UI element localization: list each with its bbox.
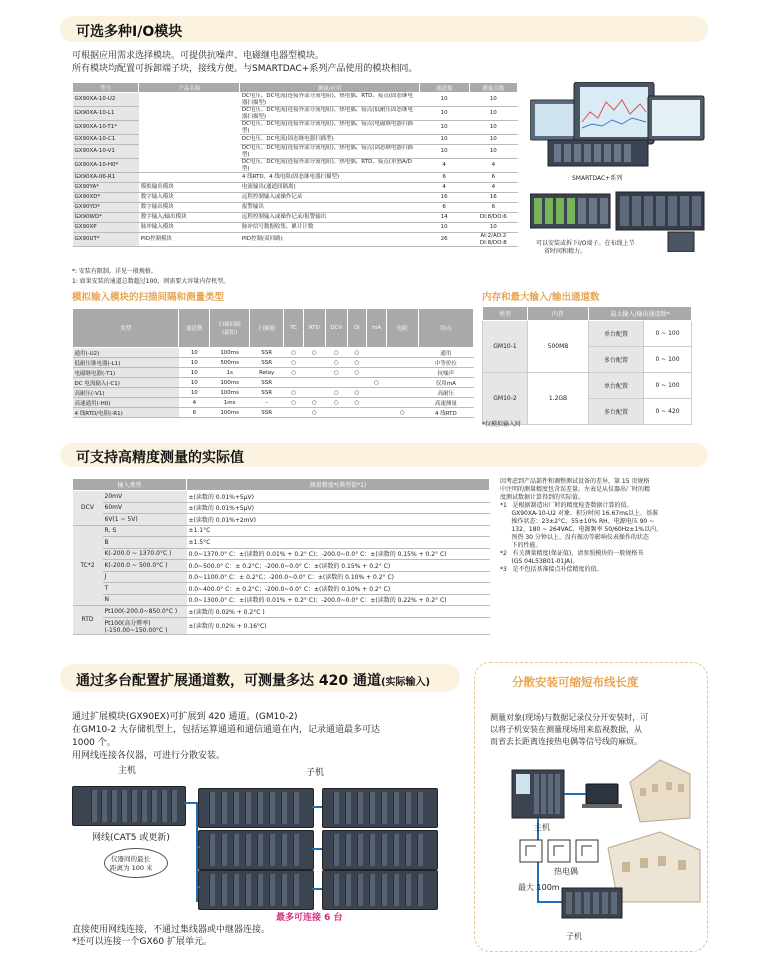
table-cell: DC电压、DC电流(连接外部分流电阻)、热电偶、RTD、接点(固态继电器扫描型) [240,93,419,107]
expansion-text-3: 1000 个。 [72,738,116,748]
terminal-caption-2: 省时间和精力。 [544,248,587,255]
table-cell: 10 [469,223,517,233]
input-range: K(-200.0 ~ 1370.0°C ) [103,548,187,560]
distance-text-2: 距离为 100 米 [110,864,153,872]
table-cell: SSR [250,348,284,358]
expansion-text-2: 在GM10-2 大存储机型上，包括运算通道和通信通道在内，记录通道最多可达 [72,725,381,735]
slave-unit [198,788,314,828]
table-cell: 数字输入/输出模块 [139,213,240,223]
table-cell [139,93,240,173]
table-row [73,358,474,368]
input-range: 6V(1 ~ 5V) [103,514,187,526]
col-header: RTD [303,309,325,348]
table-cell: GX90WD* [73,213,139,223]
table-cell: 4 线RTD [418,408,473,418]
accuracy-value: ±(读数的 0.01%+2mV) [187,514,490,526]
table-cell: DC电压、DC电流(连接外部分流电阻)、热电偶、RTD、接点(单独A/D型) [240,159,419,173]
input-range: Pt100(-200.0~850.0°C ) [103,606,187,618]
type-cell: DC 电流输入(-C1) [73,378,179,388]
note-line: *3 是不包括基准接点补偿精度的值。 [500,566,603,573]
table-cell: 10 [419,145,469,159]
table-cell: ○ [347,398,366,408]
table-cell: DC电压、DC电流(连接外部分流电阻)、热电偶、接点(低耐压固态继电器扫描型) [240,107,419,121]
table-cell: 16 [419,193,469,203]
type-cell: 4 线RTD/电阻(-R1) [73,408,179,418]
type-cell: 高速通用(-H0) [73,398,179,408]
table-cell: ○ [367,378,387,388]
slave-unit [322,870,438,910]
table-cell [347,408,366,418]
product-caption: SMARTDAC+系列 [572,175,623,182]
table-cell: GX90XA-06-R1 [73,173,139,183]
col-header: 类型 [73,309,179,348]
table-row [73,594,490,606]
distributed-title: 分散安装可缩短布线长度 [512,675,639,689]
col-header: 测量/应用 [240,83,419,93]
table-cell [303,368,325,378]
table-cell: 仅用mA [418,378,473,388]
distance-text-1: 仪器间的最长 [111,855,150,863]
table-row [73,408,474,418]
note-line: 因考虑到产品部件和调整测试设备的差异，第 15 页规格 [500,478,650,485]
col-header: 扫描间隔 (最短) [210,309,250,348]
section-title: 可支持高精度测量的实际值 [76,450,244,466]
table-cell: 10 [419,121,469,135]
table-row [73,348,474,358]
col-header: 通道数 [179,309,210,348]
table-cell: 脉冲信号数据收集、累计计数 [240,223,419,233]
thermocouple-label: 热电偶 [554,867,578,876]
col-header: 类型 [483,307,528,321]
config-type: 单台配置 [589,373,644,399]
table-cell: 10 [419,223,469,233]
note-line: 中注明的测量精度包含误差量。左表是从仪器出厂时的精 [500,486,651,493]
table-cell: ○ [325,368,347,378]
input-range: Pt100(高分辨率) (-150.00~150.00°C ) [103,617,187,634]
table-cell: ○ [386,408,418,418]
table-cell: AI:2/AO:2 DI:8/DO:8 [469,233,517,247]
table-cell: SSR [250,378,284,388]
table-cell [367,398,387,408]
table-cell: 10 [419,93,469,107]
memory-model: GM10-2 [483,373,528,425]
type-cell: 高耐压(-V1) [73,388,179,398]
note-line: (GS 04L53B01-01JA)。 [500,558,579,565]
table-row [73,398,474,408]
accuracy-value: ±(读数的 0.02% + 0.2°C ) [187,606,490,618]
table-cell: 报警输出 [240,203,419,213]
scan-table [72,308,474,418]
table-cell: ○ [325,348,347,358]
table-cell: 6 [179,408,210,418]
intro-line-2: 所有模块均配置可拆卸端子块，接线方便。与SMARTDAC+系列产品使用的模块相同。 [72,64,418,74]
table-cell: 数字输入模块 [139,193,240,203]
input-category: DCV [73,491,103,526]
accuracy-value: 0.0~1100.0° C：± 0.2°C；-200.0~0.0° C：±(读数的 0.10% + 0.2° C) [187,571,490,583]
col-header: mA [367,309,387,348]
note-line: 下的性能。 [500,542,542,549]
table-row [73,514,490,526]
table-cell: 脉冲输入模块 [139,223,240,233]
note-line: GX90XA-10-U2 对象、积分时间 16.67ms以上、基准 [500,510,659,517]
table-cell: 100ms [210,388,250,398]
note-line: 操作状态：23±2°C、55±10% RH、电源电压 90 ~ [500,518,655,525]
table-row [73,571,490,583]
table-cell: ○ [303,408,325,418]
table-cell: PID控制模块 [139,233,240,247]
config-channels: 0 ~ 100 [644,347,692,373]
table-cell [303,378,325,388]
note-line: *1 是根据制造出厂时的精度检查数据计算的值。 [500,502,633,509]
table-cell: 100ms [210,348,250,358]
col-header: 测量精度*(典型值*1) [187,479,490,491]
table-cell: 10 [469,107,517,121]
table-cell: 16 [469,193,517,203]
table-cell [303,388,325,398]
table-note-2: 1: 如果安装的通道总数超过100，则需要大容量内存机型。 [72,278,230,285]
table-cell: 500ms [210,358,250,368]
footnote-2: *还可以连接一个GX60 扩展单元。 [72,937,212,947]
table-cell: ○ [347,388,366,398]
col-header: 测量点数 [469,83,517,93]
input-range: B [103,537,187,549]
table-cell: 4 [419,183,469,193]
col-header: 扫描器 [250,309,284,348]
table-cell: 10 [179,378,210,388]
table-cell: GX90XA-10-H0* [73,159,139,173]
table-row [73,203,518,213]
table-cell: 10 [469,93,517,107]
table-cell: ○ [325,358,347,368]
col-header: DCV [325,309,347,348]
accuracy-value: 0.0~1370.0° C：±(读数的 0.01% + 0.2° C)；-200.0~0.0° C：±(读数的 0.15% + 0.2° C) [187,548,490,560]
input-range: 60mV [103,502,187,514]
input-category: RTD [73,606,103,635]
table-cell [284,408,303,418]
slave-label: 子机 [306,768,325,778]
accuracy-value: 0.0~500.0° C：± 0.2°C；-200.0~0.0° C：±(读数的 0.15% + 0.2° C) [187,560,490,572]
table-cell: GX90YD* [73,203,139,213]
table-cell: 4 [419,159,469,173]
table-cell [386,368,418,378]
table-row [73,617,490,634]
table-row [73,606,490,618]
table-cell: GX90XA-10-L1 [73,107,139,121]
table-cell: 6 [419,203,469,213]
distributed-text-3: 而省去长距离连接热电偶等信号线的麻烦。 [490,737,642,746]
table-cell [325,408,347,418]
col-header: TC [284,309,303,348]
col-header: 产品名称 [139,83,240,93]
distributed-diagram [490,752,702,932]
input-range: K(-200.0 ~ 500.0°C ) [103,560,187,572]
table-cell [386,378,418,388]
table-cell: ○ [303,348,325,358]
table-cell: – [250,398,284,408]
note-line: 度测试数据计算得到的实际值。 [500,494,585,501]
table-cell: ○ [284,398,303,408]
section-title-wrap [76,670,430,690]
input-range: J [103,571,187,583]
max-distance-label: 最大 100m [518,883,560,892]
table-cell [386,358,418,368]
section-title: 通过多台配置扩展通道数，可测量多达 420 通道 [76,673,381,689]
table-note-1: *: 安装有限制。详见一般规格。 [72,268,157,275]
table-cell: 10 [469,135,517,145]
table-cell: 10 [419,107,469,121]
section-title-suffix: (实际输入) [380,677,431,688]
table-cell: 10 [179,368,210,378]
type-cell: 电磁继电器(-T1) [73,368,179,378]
table-cell: 高速测量 [418,398,473,408]
dist-slave-label: 子机 [566,932,582,941]
table-cell: ○ [284,388,303,398]
distance-bubble [104,848,168,878]
col-header: 特点 [418,309,473,348]
table-cell: DI:8/DO:6 [469,213,517,223]
note-line: 预热 30 分钟以上、没有振动等影响仪表操作的状态 [500,534,649,541]
table-row [73,491,490,503]
table-row [73,233,518,247]
table-cell: 10 [179,358,210,368]
table-cell: 数字输出模块 [139,203,240,213]
accuracy-value: ±1.5°C [187,537,490,549]
dist-master-label: 主机 [534,823,550,832]
table-cell: SSR [250,388,284,398]
table-cell: ○ [347,358,366,368]
table-row [73,378,474,388]
table-cell: 1ms [210,398,250,408]
table-cell: SSR [250,358,284,368]
table-cell [325,378,347,388]
memory-size: 1.2GB [528,373,589,425]
table-cell [367,408,387,418]
note-line: *2 有关测量精度(保证值)，请参照模块的一般规格书 [500,550,644,557]
col-header: 最大输入/输出通道数* [589,307,692,321]
table-cell: 电流输出(通道间隔离) [240,183,419,193]
input-range: 20mV [103,491,187,503]
table-cell: ○ [284,368,303,378]
type-cell: 通用(-U2) [73,348,179,358]
table-cell [386,388,418,398]
master-unit [72,786,186,826]
table-cell: Relay [250,368,284,378]
slave-unit [198,870,314,910]
table-cell: 14 [419,213,469,223]
section-banner-io-modules [60,16,708,42]
table-cell: 高耐压 [418,388,473,398]
table-row [73,173,518,183]
table-cell: 抗噪声 [418,368,473,378]
slave-unit [322,788,438,828]
cable-label: 网线(CAT5 或更新) [92,833,170,843]
table-cell [347,378,366,388]
input-category: TC*2 [73,525,103,606]
slave-unit [198,830,314,870]
table-cell [303,358,325,368]
table-row [73,193,518,203]
table-row [73,213,518,223]
product-image [530,82,708,252]
col-header: 型号 [73,83,139,93]
footnote-1: 直接使用网线连接，不通过集线器或中继器连接。 [72,925,271,935]
network-diagram [72,778,460,910]
col-header: 内存 [528,307,589,321]
module-table [72,82,518,247]
table-cell: 6 [419,173,469,183]
table-cell: GX90XA-10-U2 [73,93,139,107]
terminal-caption-1: 可以安装或拆下I/O端子。在布线上节 [536,240,635,247]
distributed-text-2: 以将子机安装在测量现场用来监视数据，从 [490,725,642,734]
master-label: 主机 [118,766,137,776]
distributed-text-1: 测量对象(现场)与数据记录仪分开安装时，可 [490,713,649,722]
table-cell: 4 [179,398,210,408]
table-cell [367,388,387,398]
accuracy-value: ±(读数的 0.01%+5μV) [187,491,490,503]
table-cell [386,398,418,408]
table-cell [139,173,240,183]
table-cell: GX90UT* [73,233,139,247]
config-type: 多台配置 [589,399,644,425]
intro-line-1: 可根据应用需求选择模块。可提供抗噪声、电磁继电器型模块。 [72,51,325,61]
scan-table-title: 模拟输入模块的扫描间隔和测量类型 [72,292,225,303]
col-header: 输入类型 [73,479,187,491]
table-cell [386,348,418,358]
table-cell: DC电压、DC电流(连接外部分流电阻)、热电偶、接点(固态继电器扫描型) [240,145,419,159]
table-cell: GX90XA-10-C1 [73,135,139,145]
table-cell: 6 [469,203,517,213]
table-row [73,560,490,572]
accuracy-value: ±1.1°C [187,525,490,537]
table-cell: 10 [469,145,517,159]
table-cell: GX90XP [73,223,139,233]
table-cell: 1s [210,368,250,378]
table-row [73,223,518,233]
table-cell: GX90YA* [73,183,139,193]
section-title: 可选多种I/O模块 [76,24,183,40]
accuracy-value: ±(读数的 0.01%+5μV) [187,502,490,514]
table-cell: 100ms [210,378,250,388]
table-row [73,93,518,107]
table-cell: 100ms [210,408,250,418]
table-row [73,537,490,549]
config-type: 多台配置 [589,347,644,373]
input-range: R, S [103,525,187,537]
table-cell: 远程控制输入或操作记录/报警输出 [240,213,419,223]
table-cell: 10 [179,348,210,358]
table-row [73,388,474,398]
max-units-label: 最多可连接 6 台 [276,913,343,923]
memory-table [482,306,692,425]
accuracy-table [72,478,490,635]
table-cell [284,378,303,388]
table-cell: ○ [284,348,303,358]
table-cell: ○ [284,358,303,368]
input-range: N [103,594,187,606]
table-cell: 模拟输出模块 [139,183,240,193]
section-banner-accuracy [60,443,708,467]
table-cell [367,368,387,378]
section-banner-expansion [60,664,460,692]
expansion-text-1: 通过扩展模块(GX90EX)可扩展到 420 通道。(GM10-2) [72,712,298,722]
table-row [73,583,490,595]
config-channels: 0 ~ 420 [644,399,692,425]
accuracy-notes [500,478,710,574]
table-row [73,548,490,560]
table-cell: SSR [250,408,284,418]
config-channels: 0 ~ 100 [644,321,692,347]
table-row [73,502,490,514]
type-cell: 低耐压继电器(-L1) [73,358,179,368]
table-cell: 4 [469,183,517,193]
table-cell: 4 [469,159,517,173]
table-cell: 10 [179,388,210,398]
accuracy-value: 0.0~400.0° C：± 0.2°C；-200.0~0.0° C：±(读数的 0.10% + 0.2° C) [187,583,490,595]
table-cell: DC电压、DC电流(连接外部分流电阻)、热电偶、接点(电磁继电器扫描型) [240,121,419,135]
slave-unit [322,830,438,870]
table-cell: ○ [325,388,347,398]
table-cell: 6 [469,173,517,183]
table-cell: ○ [303,398,325,408]
table-cell: ○ [347,348,366,358]
table-cell [367,348,387,358]
memory-size: 500MB [528,321,589,373]
col-header: DI [347,309,366,348]
expansion-text-4: 用网线连接各仪器，可进行分散安装。 [72,751,226,761]
table-row [73,183,518,193]
col-header: 电阻 [386,309,418,348]
table-cell: 4 线RTD、4 线电阻(固态继电器扫描型) [240,173,419,183]
table-cell: 通用 [418,348,473,358]
table-cell: DC电压、DC电流(固态继电器扫描型) [240,135,419,145]
table-cell [367,358,387,368]
table-cell: ○ [347,368,366,378]
config-type: 单台配置 [589,321,644,347]
input-range: T [103,583,187,595]
memory-model: GM10-1 [483,321,528,373]
table-cell: 中等价位 [418,358,473,368]
table-cell: PID控制(双回路) [240,233,419,247]
col-header: 通道数 [419,83,469,93]
memory-note: *仅模拟输入时 [482,421,522,428]
table-cell: 10 [469,121,517,135]
table-cell: GX90XA-10-V1 [73,145,139,159]
table-cell: 远程控制输入或操作记录 [240,193,419,203]
memory-table-title: 内存和最大输入/输出通道数 [482,292,600,303]
table-cell: 26 [419,233,469,247]
table-row [73,525,490,537]
table-cell: 10 [419,135,469,145]
accuracy-value: 0.0~1300.0° C：±(读数的 0.01% + 0.2° C)；-200.0~0.0° C：±(读数的 0.22% + 0.2° C) [187,594,490,606]
accuracy-value: ±(读数的 0.02% + 0.16°C) [187,617,490,634]
table-cell: GX90XA-10-T1* [73,121,139,135]
note-line: 132、180 ~ 264VAC、电源频率 50/60Hz±1%以内、 [500,526,662,533]
table-cell: GX90XD* [73,193,139,203]
table-cell: ○ [325,398,347,408]
config-channels: 0 ~ 100 [644,373,692,399]
table-row [73,368,474,378]
